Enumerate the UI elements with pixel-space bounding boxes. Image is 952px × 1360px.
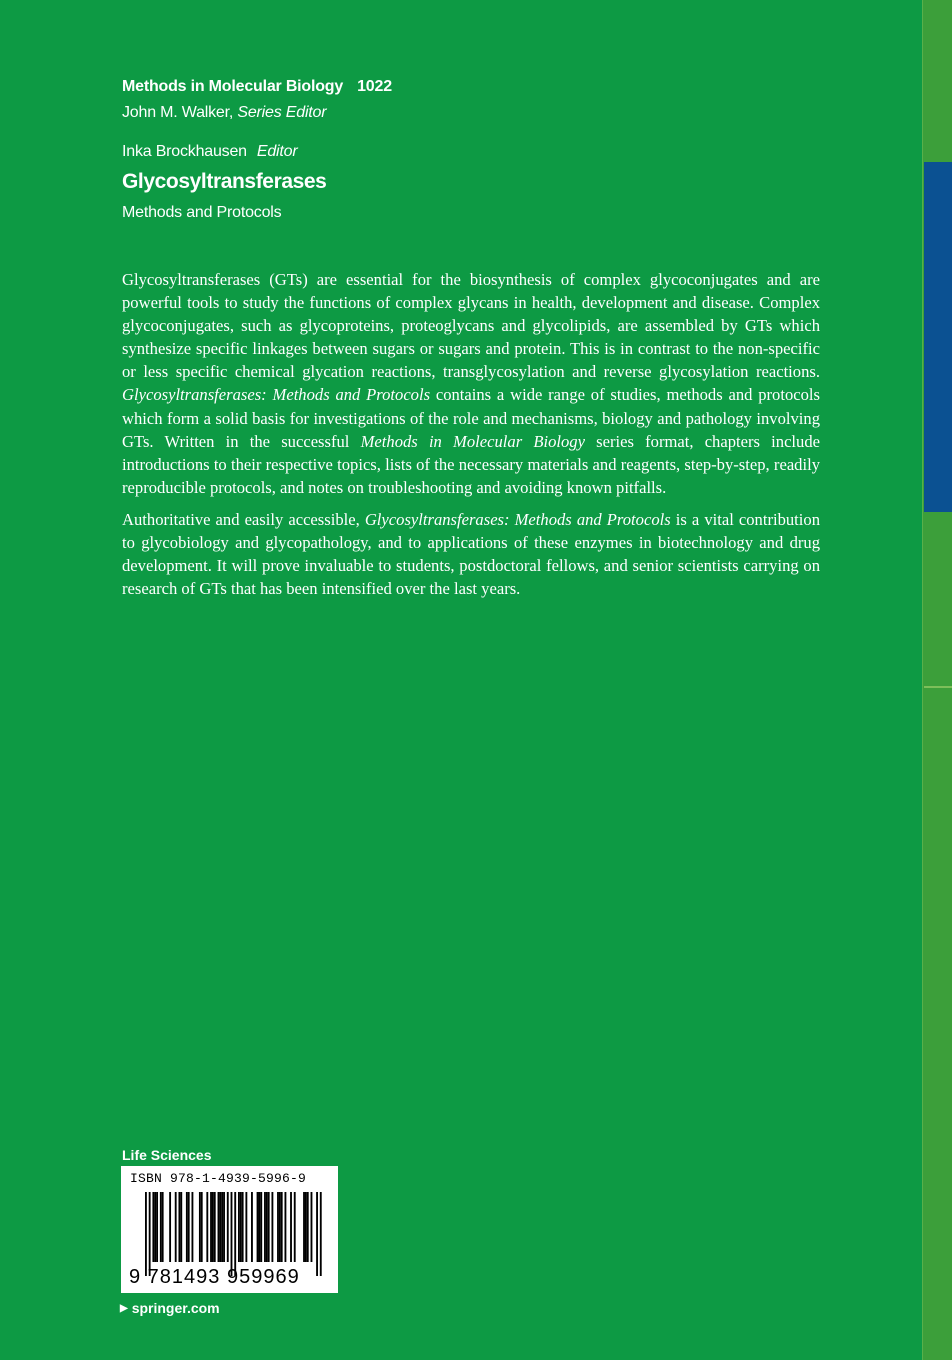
barcode-bar xyxy=(218,1192,220,1262)
volume-editor xyxy=(122,143,298,161)
book-title: Glycosyltransferases xyxy=(122,170,327,193)
spine-blue-band xyxy=(924,162,952,512)
blurb-text: is a vital contribution to glycobiology and glycopathology, and to applications of these enzymes in biotechnology and drug development. It will prove invaluable to students, postdoctoral fellows, and senior scientists carrying on research of GTs that has been intensified over the last years. xyxy=(122,509,820,599)
subject-category: Life Sciences xyxy=(122,1147,212,1163)
series-editor-role: Series Editor xyxy=(237,104,327,121)
series-name: Methods in Molecular Biology xyxy=(122,78,344,95)
book-subtitle: Methods and Protocols xyxy=(122,204,282,221)
barcode-bar xyxy=(234,1192,236,1276)
barcode-bar xyxy=(320,1192,322,1276)
barcode-bar xyxy=(271,1192,273,1262)
barcode-bar xyxy=(303,1192,305,1262)
barcode-bar xyxy=(305,1192,307,1262)
isbn-label: ISBN 978-1-4939-5996-9 xyxy=(130,1171,307,1186)
barcode-bar xyxy=(294,1192,296,1262)
series-number: 1022 xyxy=(357,78,392,95)
series-title xyxy=(122,78,392,96)
barcode-bar xyxy=(290,1192,292,1262)
blurb-paragraph-2 xyxy=(122,508,820,600)
barcode-bar xyxy=(201,1192,203,1262)
blurb-paragraph-1 xyxy=(122,268,820,499)
barcode-bar xyxy=(311,1192,313,1262)
series-editor-name: John M. Walker, xyxy=(122,104,234,121)
barcode-bar xyxy=(227,1192,229,1262)
blurb xyxy=(122,268,820,609)
editor-name: Inka Brockhausen xyxy=(122,143,247,160)
barcode-bar xyxy=(277,1192,279,1262)
barcode-bar xyxy=(260,1192,262,1262)
barcode-bar xyxy=(188,1192,190,1262)
barcode-bar xyxy=(258,1192,260,1262)
barcode-bar xyxy=(169,1192,171,1262)
barcode-bar xyxy=(180,1192,182,1262)
blurb-italic-series: Methods in Molecular Biology xyxy=(360,431,585,451)
barcode-bar xyxy=(242,1192,244,1262)
barcode-bar xyxy=(145,1192,147,1276)
barcode-bar xyxy=(186,1192,188,1262)
blurb-italic-title: Glycosyltransferases: Methods and Protocols xyxy=(364,509,671,529)
barcode-bar xyxy=(307,1192,309,1262)
barcode-bar xyxy=(240,1192,242,1262)
barcode-bar xyxy=(152,1192,154,1262)
barcode-bar xyxy=(212,1192,214,1262)
barcode-bar xyxy=(160,1192,162,1262)
barcode-bar xyxy=(266,1192,268,1262)
ean-digits: 9 781493 959969 xyxy=(129,1266,300,1288)
barcode-bar xyxy=(231,1192,233,1276)
barcode-bar xyxy=(285,1192,287,1262)
barcode-bar xyxy=(264,1192,266,1262)
barcode-bar xyxy=(214,1192,216,1262)
publisher-site: springer.com xyxy=(131,1300,220,1316)
editor-role: Editor xyxy=(256,143,298,160)
spine-divider-line xyxy=(924,686,952,688)
barcode-bar xyxy=(178,1192,180,1262)
blurb-italic-title: Glycosyltransferases: Methods and Protocols xyxy=(122,385,431,405)
barcode-bar xyxy=(251,1192,253,1262)
barcode-bar xyxy=(223,1192,225,1262)
barcode-bar xyxy=(156,1192,158,1262)
arrow-right-icon: ▶ xyxy=(120,1302,128,1314)
barcode-bar xyxy=(221,1192,223,1262)
isbn-barcode xyxy=(121,1166,338,1293)
barcode-bar xyxy=(154,1192,156,1262)
barcode-bar xyxy=(268,1192,270,1262)
barcode-bar xyxy=(257,1192,259,1262)
blurb-text: Authoritative and easily accessible, xyxy=(122,509,365,529)
barcode-bar xyxy=(206,1192,208,1262)
barcode-bar xyxy=(175,1192,177,1262)
barcode-bar xyxy=(149,1192,151,1276)
barcode-bar xyxy=(199,1192,201,1262)
barcode-bar xyxy=(281,1192,283,1262)
barcode-bar xyxy=(279,1192,281,1262)
series-editor xyxy=(122,104,326,122)
blurb-text: contains a wide range of studies, methods and protocols which form a solid basis for investigations of the role and mechanisms, biology and pathology involving GTs. Written in the successful xyxy=(122,385,820,451)
barcode-bar xyxy=(219,1192,221,1262)
barcode-bar xyxy=(162,1192,164,1262)
barcode-bar xyxy=(316,1192,318,1276)
publisher-link[interactable] xyxy=(120,1300,220,1316)
barcode-bar xyxy=(245,1192,247,1262)
barcode-bar xyxy=(192,1192,194,1262)
barcode-bar xyxy=(238,1192,240,1262)
blurb-text: series format, chapters include introductions to their respective topics, lists of the necessary materials and reagents, step-by-step, readily reproducible protocols, and notes on troubleshooting and avoiding known pitfalls. xyxy=(122,431,821,497)
blurb-text: Glycosyltransferases (GTs) are essential for the biosynthesis of complex glycoconjugates and are powerful tools to study the functions of complex glycans in health, development and disease. Complex glycoconjugates, such as glycoproteins, proteoglycans and glycolipids, are assembled by GTs which synthesize specific linkages between sugars or sugars and protein. This is in contrast to the non-specific or less specific chemical glycation reactions, transglycosylation and reverse glycosylation reactions. xyxy=(122,270,820,382)
barcode-bar xyxy=(210,1192,212,1262)
